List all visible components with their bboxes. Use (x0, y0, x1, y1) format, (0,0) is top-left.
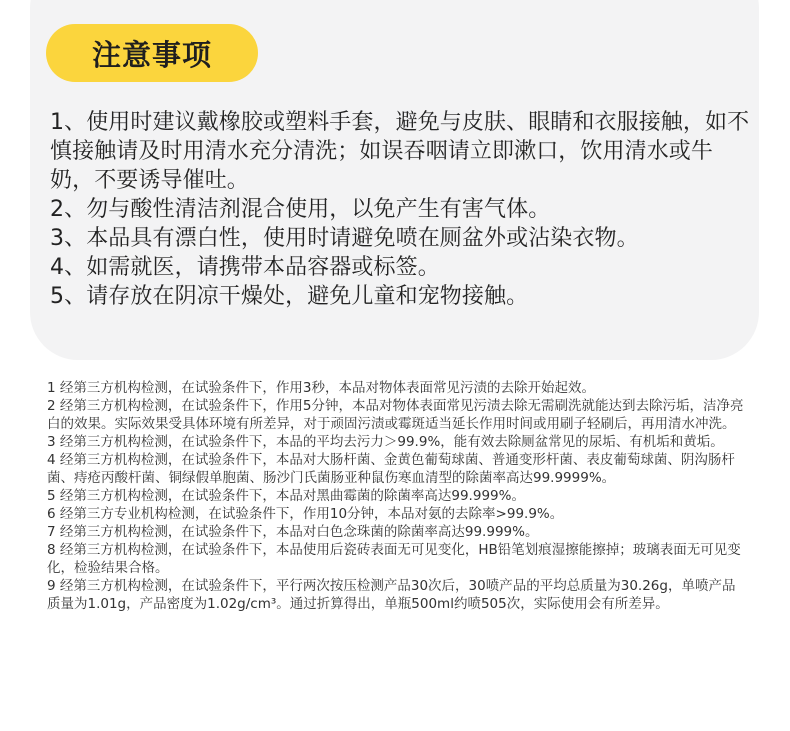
footnote: 5 经第三方机构检测，在试验条件下，本品对黑曲霉菌的除菌率高达99.999%。 (47, 488, 525, 504)
notice-list (50, 108, 750, 311)
notice-title-badge (46, 24, 258, 82)
footnote-list (47, 379, 747, 613)
footnote: 6 经第三方专业机构检测，在试验条件下，作用10分钟，本品对氨的去除率>99.9%。 (47, 506, 564, 522)
notice-title: 注意事项 (91, 37, 212, 72)
notice-item: 5、请存放在阴凉干燥处，避免儿童和宠物接触。 (50, 284, 529, 309)
footnote: 2 经第三方机构检测，在试验条件下，作用5分钟，本品对物体表面常见污渍去除无需刷洗就能达到去除污垢，洁净亮白的效果。实际效果受具体环境有所差异，对于顽固污渍或霉斑适当延长作用时间或用刷子轻刷后，再用清水冲洗。 (47, 398, 744, 432)
footnote: 4 经第三方机构检测，在试验条件下，本品对大肠杆菌、金黄色葡萄球菌、普通变形杆菌、表皮葡萄球菌、阴沟肠杆菌、痔疮丙酸杆菌、铜绿假单胞菌、肠沙门氏菌肠亚种鼠伤寒血清型的除菌率高达99.9999%。 (47, 452, 735, 486)
notice-item: 2、勿与酸性清洁剂混合使用，以免产生有害气体。 (50, 197, 551, 222)
notice-item: 4、如需就医，请携带本品容器或标签。 (50, 255, 440, 280)
footnote: 1 经第三方机构检测，在试验条件下，作用3秒，本品对物体表面常见污渍的去除开始起效。 (47, 380, 595, 396)
footnote: 8 经第三方机构检测，在试验条件下，本品使用后瓷砖表面无可见变化，HB铅笔划痕湿擦能擦掉；玻璃表面无可见变化，检验结果合格。 (47, 542, 741, 576)
notice-item: 1、使用时建议戴橡胶或塑料手套，避免与皮肤、眼睛和衣服接触，如不慎接触请及时用清水充分清洗；如误吞咽请立即漱口，饮用清水或牛奶，不要诱导催吐。 (50, 110, 750, 193)
footnote: 3 经第三方机构检测，在试验条件下，本品的平均去污力＞99.9%，能有效去除厕盆常见的尿垢、有机垢和黄垢。 (47, 434, 724, 450)
footnote: 9 经第三方机构检测，在试验条件下，平行两次按压检测产品30次后，30喷产品的平均总质量为30.26g，单喷产品质量为1.01g，产品密度为1.02g/cm³。通过折算得出，单瓶500ml约喷505次，实际使用会有所差异。 (47, 578, 736, 612)
footnote: 7 经第三方机构检测，在试验条件下，本品对白色念珠菌的除菌率高达99.999%。 (47, 524, 539, 540)
notice-item: 3、本品具有漂白性，使用时请避免喷在厕盆外或沾染衣物。 (50, 226, 639, 251)
